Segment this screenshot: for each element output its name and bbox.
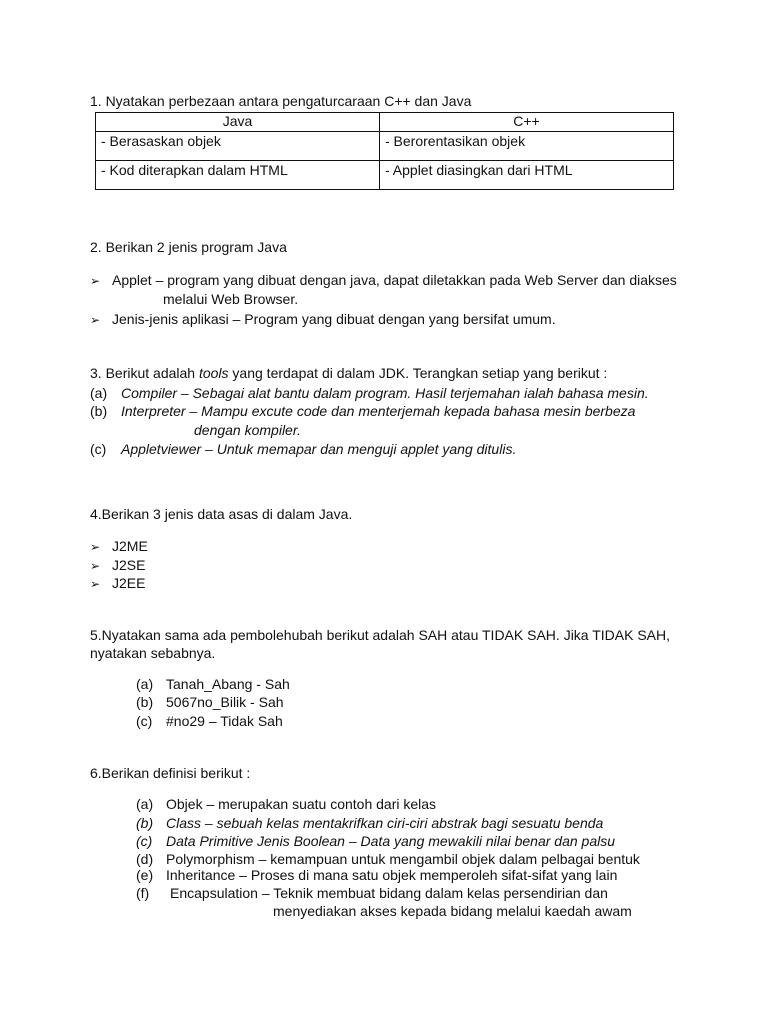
q3-title-em: tools [198, 365, 229, 381]
q3-c-text: Appletviewer – Untuk memapar dan menguji applet yang ditulis. [121, 441, 517, 457]
q3-c-label: (c) [90, 441, 107, 457]
q4-item-text: J2EE [112, 575, 146, 591]
arrow-bullet-icon: ➢ [90, 559, 101, 573]
q6-f-label: (f) [136, 885, 150, 901]
q3-title [90, 364, 607, 382]
table-row [96, 132, 674, 161]
q3-title-pre: 3. Berikut adalah [90, 365, 199, 381]
arrow-bullet-icon: ➢ [90, 577, 101, 591]
table-cell: - Berorentasikan objek [380, 132, 674, 161]
q6-f-text: Encapsulation – Teknik membuat bidang dalam kelas persendirian dan [170, 885, 608, 901]
q3-title-post: yang terdapat di dalam JDK. Terangkan setiap yang berikut : [228, 365, 608, 381]
q6-e-label: (e) [136, 867, 154, 883]
q6-c-text: Data Primitive Jenis Boolean – Data yang mewakili nilai benar dan palsu [166, 833, 616, 849]
q2-bullet2-text: Jenis-jenis aplikasi – Program yang dibuat dengan yang bersifat umum. [112, 311, 556, 327]
list-item [90, 271, 677, 290]
arrow-bullet-icon: ➢ [90, 540, 101, 554]
comparison-table [95, 112, 674, 190]
q3-a-text: Compiler – Sebagai alat bantu dalam program. Hasil terjemahan ialah bahasa mesin. [121, 385, 649, 401]
q5-label: (b) [136, 694, 154, 710]
list-item [90, 537, 148, 556]
arrow-bullet-icon: ➢ [90, 313, 101, 327]
q1-title: 1. Nyatakan perbezaan antara pengaturcaraan C++ dan Java [90, 93, 472, 109]
q6-e-text: Inheritance – Proses di mana satu objek memperoleh sifat-sifat yang lain [166, 867, 618, 883]
q4-item-text: J2SE [112, 557, 146, 573]
table-header-java: Java [96, 113, 380, 132]
table-row [96, 161, 674, 190]
q3-b-text-continuation: dengan kompiler. [194, 422, 301, 438]
q6-f-text-continuation: menyediakan akses kepada bidang melalui kaedah awam [273, 903, 632, 919]
q6-a-label: (a) [136, 796, 154, 812]
q5-item-text: Tanah_Abang - Sah [166, 676, 290, 692]
list-item [90, 310, 556, 329]
q5-title-continuation: nyatakan sebabnya. [90, 645, 216, 661]
q4-title: 4.Berikan 3 jenis data asas di dalam Java. [90, 506, 353, 522]
q6-b-text: Class – sebuah kelas mentakrifkan ciri-ciri abstrak bagi sesuatu benda [166, 815, 604, 831]
q5-label: (c) [136, 713, 153, 729]
q6-b-label: (b) [136, 815, 154, 831]
q6-a-text: Objek – merupakan suatu contoh dari kelas [166, 796, 437, 812]
table-cell: - Applet diasingkan dari HTML [380, 161, 674, 190]
q2-title: 2. Berikan 2 jenis program Java [90, 239, 287, 255]
q3-b-label: (b) [90, 403, 108, 419]
q5-item-text: 5067no_Bilik - Sah [166, 694, 284, 710]
q2-bullet1-text: Applet – program yang dibuat dengan java, dapat diletakkan pada Web Server dan diakses [112, 272, 677, 288]
q6-d-label: (d) [136, 851, 154, 867]
q2-bullet1-continuation: melalui Web Browser. [163, 291, 299, 307]
q4-item-text: J2ME [112, 538, 148, 554]
q6-d-text: Polymorphism – kemampuan untuk mengambil objek dalam pelbagai bentuk [166, 851, 640, 867]
q5-item-text: #no29 – Tidak Sah [166, 713, 283, 729]
table-cell: - Berasaskan objek [96, 132, 380, 161]
q6-c-label: (c) [136, 833, 153, 849]
q3-a-label: (a) [90, 385, 108, 401]
list-item [90, 574, 145, 593]
list-item [90, 556, 145, 575]
arrow-bullet-icon: ➢ [90, 274, 101, 288]
table-header-row [96, 113, 674, 132]
q5-title: 5.Nyatakan sama ada pembolehubah berikut adalah SAH atau TIDAK SAH. Jika TIDAK SAH, [90, 627, 671, 643]
table-cell: - Kod diterapkan dalam HTML [96, 161, 380, 190]
q6-title: 6.Berikan definisi berikut : [90, 765, 251, 781]
q5-label: (a) [136, 676, 154, 692]
q3-b-text: Interpreter – Mampu excute code dan menterjemah kepada bahasa mesin berbeza [121, 403, 636, 419]
table-header-cpp: C++ [380, 113, 674, 132]
